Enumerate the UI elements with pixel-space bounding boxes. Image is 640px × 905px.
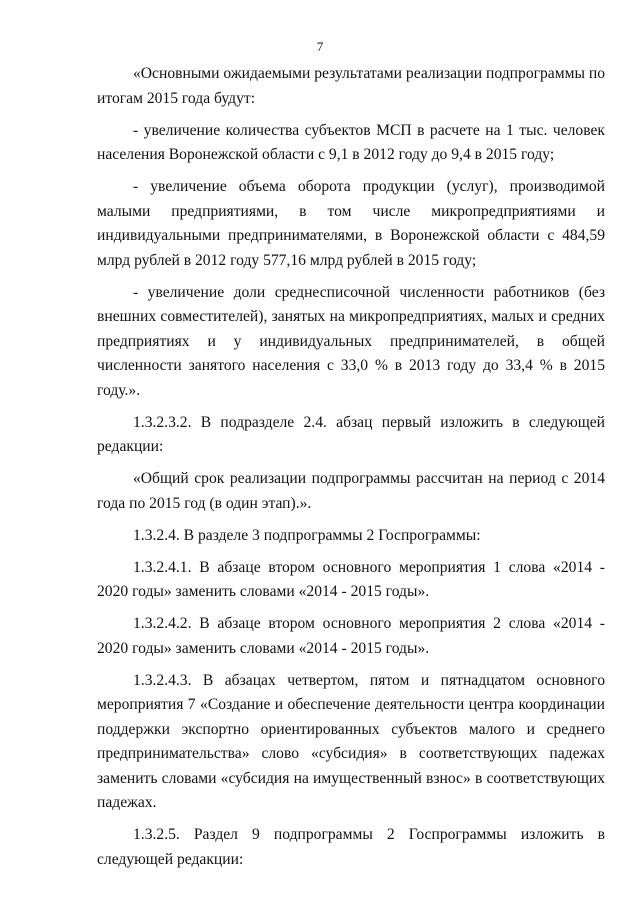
paragraph-turnover: - увеличение объема оборота продукции (услуг), производимой малыми предприятиями, в том числе микропредприятиями и индивидуальными предпринимателями, в Воронежской области с 484,59 млрд рублей в 2012 году 577,16 млрд рублей в 2015 году;	[97, 178, 605, 269]
paragraph-msp-count: - увеличение количества субъектов МСП в расчете на 1 тыс. человек населения Воронежской области с 9,1 в 2012 году до 9,4 в 2015 году;	[97, 121, 605, 163]
paragraph-1-3-2-4-1: 1.3.2.4.1. В абзаце втором основного мероприятия 1 слова «2014 - 2020 годы» заменить словами «2014 - 2015 годы».	[97, 558, 605, 600]
document-body	[97, 62, 605, 880]
paragraph-1-3-2-4: 1.3.2.4. В разделе 3 подпрограммы 2 Госпрограммы:	[133, 526, 481, 544]
paragraph-1-3-2-4-2: 1.3.2.4.2. В абзаце втором основного мероприятия 2 слова «2014 - 2020 годы» заменить словами «2014 - 2015 годы».	[97, 615, 605, 657]
paragraph-1-3-2-4-3: 1.3.2.4.3. В абзацах четвертом, пятом и пятнадцатом основного мероприятия 7 «Создание и обеспечение деятельности центра координации поддержки экспортно ориентированных субъектов малого и среднего предпринимательства» слово «субсидия» в соответствующих падежах заменить словами «субсидия на имущественный взнос» в соответствующих падежах.	[97, 671, 605, 811]
paragraph-1-3-2-5: 1.3.2.5. Раздел 9 подпрограммы 2 Госпрограммы изложить в следующей редакции:	[97, 826, 605, 868]
paragraph-employment-share: - увеличение доли среднесписочной численности работников (без внешних совместителей), занятых на микропредприятиях, малых и средних предприятиях и у индивидуальных предпринимателей, в общей численности занятого населения с 33,0 % в 2013 году до 33,4 % в 2015 году.».	[97, 283, 605, 399]
paragraph-implementation-period: «Общий срок реализации подпрограммы рассчитан на период с 2014 года по 2015 год (в один этап).».	[97, 470, 605, 512]
paragraph-expected-results-intro: «Основными ожидаемыми результатами реализации подпрограммы по итогам 2015 года будут:	[97, 65, 605, 107]
page-number: 7	[316, 39, 324, 54]
paragraph-1-3-2-3-2: 1.3.2.3.2. В подразделе 2.4. абзац первый изложить в следующей редакции:	[97, 413, 605, 455]
